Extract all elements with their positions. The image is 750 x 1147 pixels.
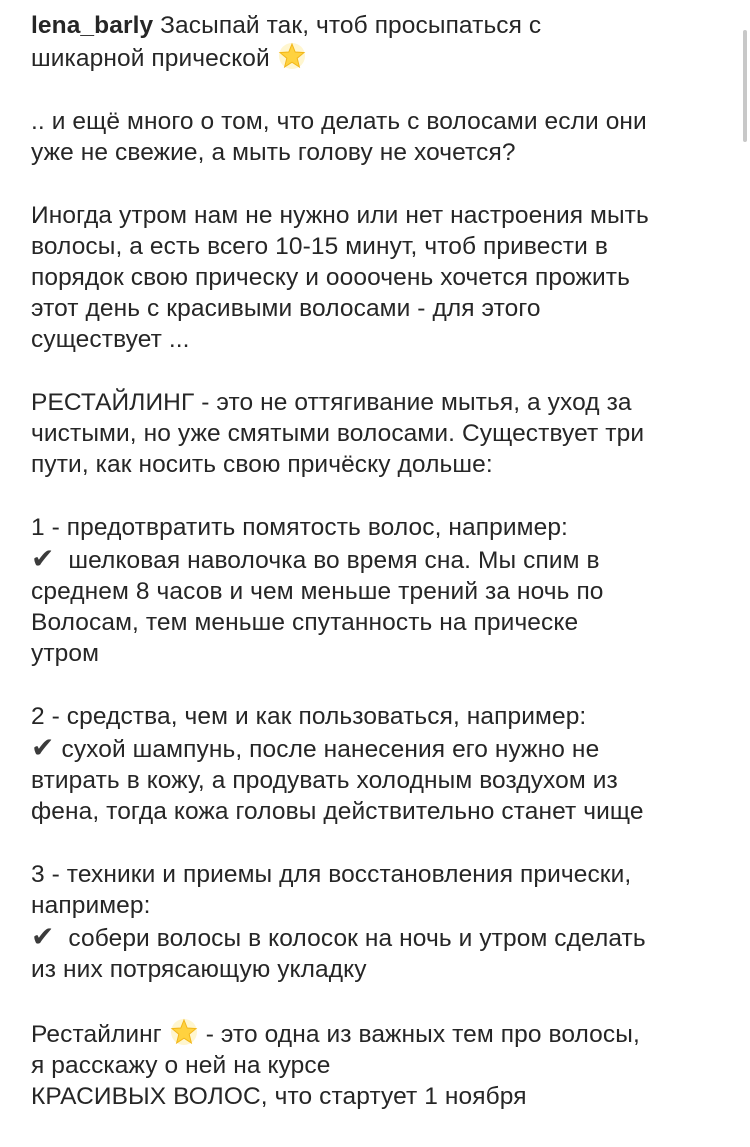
text-line: волосы, а есть всего 10-15 минут, чтоб привести в: [31, 233, 608, 260]
text-line: Рестайлинг: [31, 1021, 162, 1048]
text-line: пути, как носить свою причёску дольше:: [31, 451, 493, 478]
paragraph-3: [31, 387, 731, 480]
paragraph-5: [31, 701, 731, 827]
text-line: утром: [31, 640, 100, 667]
text-line: Иногда утром нам не нужно или нет настроения мыть: [31, 202, 649, 229]
text-line: из них потрясающую укладку: [31, 956, 367, 983]
caption-intro: [31, 10, 731, 74]
paragraph-4: [31, 512, 731, 669]
text-line: например:: [31, 892, 151, 919]
text-line: чистыми, но уже смятыми волосами. Существует три: [31, 420, 645, 447]
paragraph-7: [31, 1017, 731, 1112]
scrollbar[interactable]: [743, 30, 747, 142]
text-line: существует ...: [31, 326, 190, 353]
caption-text: шикарной прической: [31, 45, 270, 72]
paragraph-2: [31, 200, 731, 355]
text-line: КРАСИВЫХ ВОЛОС, что стартует 1 ноября: [31, 1083, 527, 1110]
text-line: РЕСТАЙЛИНГ - это не оттягивание мытья, а уход за: [31, 389, 632, 416]
text-line: Волосам, тем меньше спутанность на прическе: [31, 609, 579, 636]
text-line: я расскажу о ней на курсе: [31, 1052, 331, 1079]
paragraph-1: [31, 106, 731, 168]
text-line: 1 - предотвратить помятость волос, например:: [31, 514, 568, 541]
heavy-check-mark-icon: ✔: [31, 921, 55, 952]
text-line: собери волосы в колосок на ночь и утром сделать: [68, 925, 646, 952]
text-line: 2 - средства, чем и как пользоваться, например:: [31, 703, 587, 730]
text-line: среднем 8 часов и чем меньше трений за ночь по: [31, 578, 604, 605]
text-line: фена, тогда кожа головы действительно станет чище: [31, 798, 644, 825]
text-line: втирать в кожу, а продувать холодным воздухом из: [31, 767, 618, 794]
text-line: уже не свежие, а мыть голову не хочется?: [31, 139, 516, 166]
paragraph-6: [31, 859, 731, 985]
glowing-star-icon: [169, 1017, 199, 1047]
text-line: шелковая наволочка во время сна. Мы спим в: [68, 547, 600, 574]
username-link[interactable]: lena_barly: [31, 12, 154, 39]
heavy-check-mark-icon: ✔: [31, 732, 55, 763]
text-line: сухой шампунь, после нанесения его нужно не: [61, 736, 600, 763]
text-line: порядок свою прическу и оооочень хочется прожить: [31, 264, 630, 291]
caption-text: Засыпай так, чтоб просыпаться с: [160, 12, 542, 39]
heavy-check-mark-icon: ✔: [31, 543, 55, 574]
text-line: 3 - техники и приемы для восстановления прически,: [31, 861, 632, 888]
text-line: этот день с красивыми волосами - для этого: [31, 295, 541, 322]
text-line: - это одна из важных тем про волосы,: [205, 1021, 640, 1048]
text-line: .. и ещё много о том, что делать с волосами если они: [31, 108, 647, 135]
post-caption: [31, 10, 731, 1144]
glowing-star-icon: [277, 41, 307, 71]
